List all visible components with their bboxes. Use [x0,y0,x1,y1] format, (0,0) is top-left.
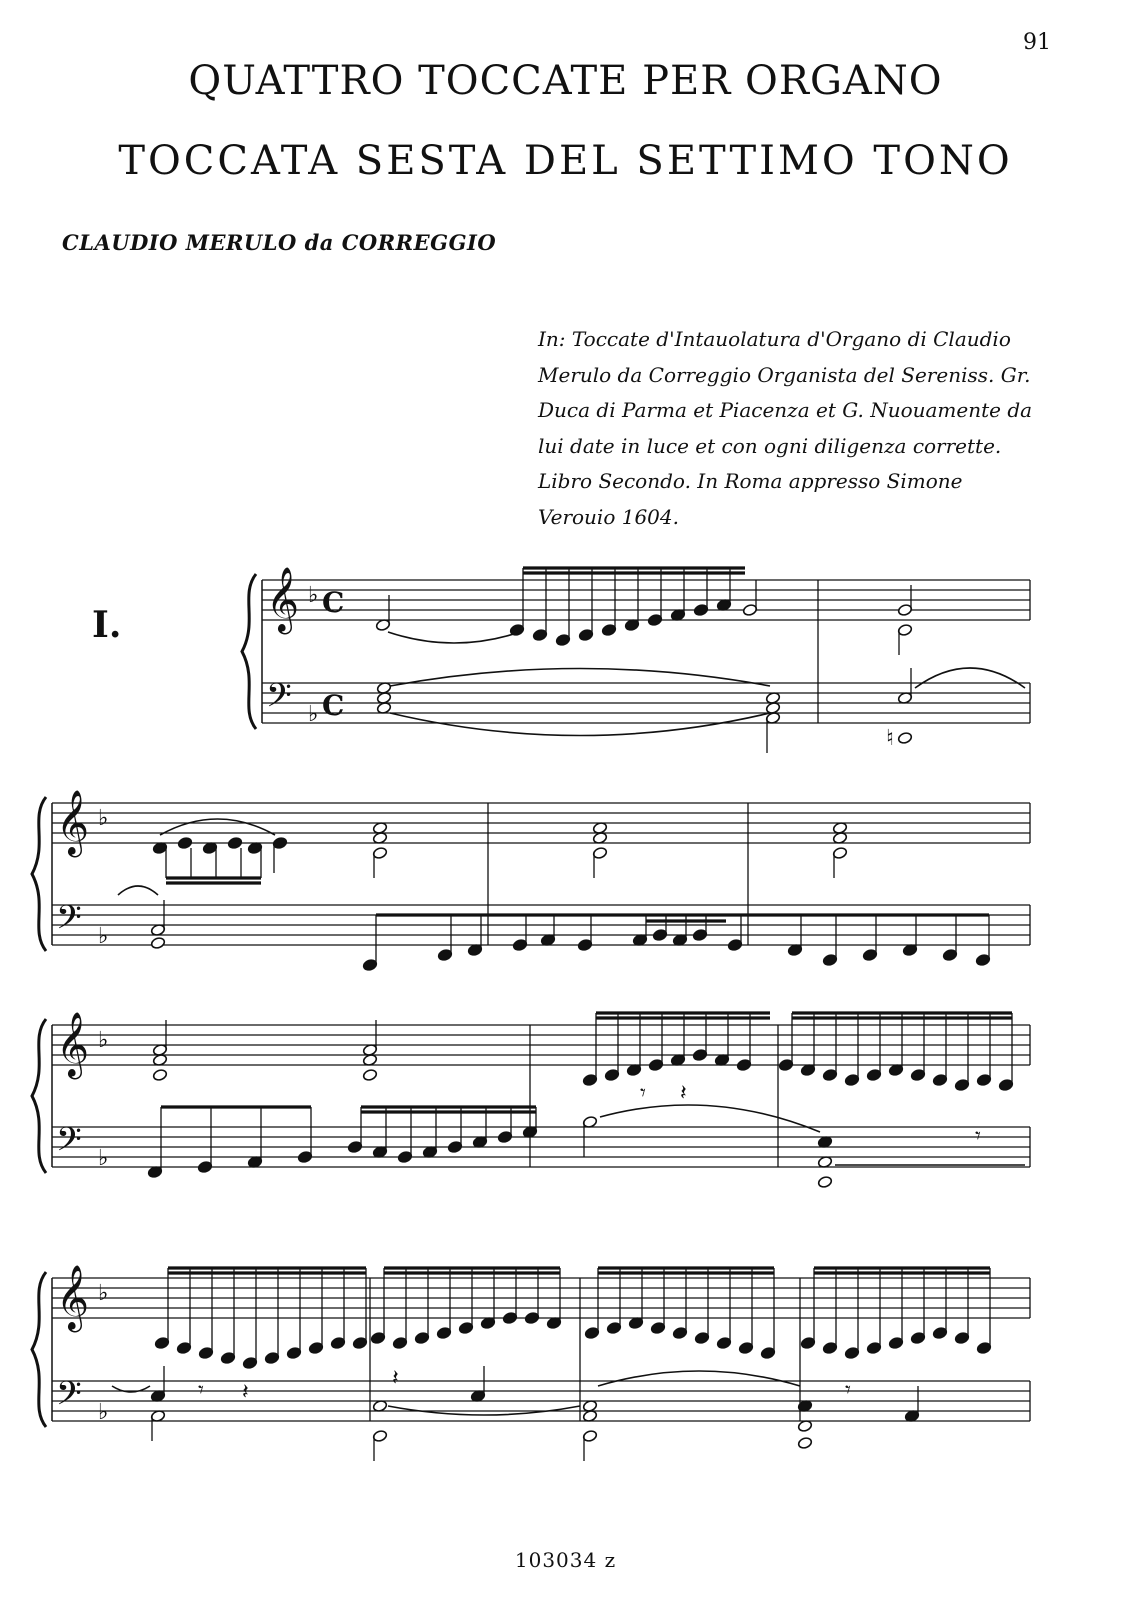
natural-sign: ♮ [886,726,894,751]
system-2-notes [118,803,991,972]
flat-sign: ♭ [98,1281,109,1306]
eighth-rest: 𝄾 [975,1124,981,1149]
flat-sign: ♭ [98,1146,109,1171]
section-label: I. [92,604,122,646]
system-1-notes [375,568,1025,753]
brace [32,1019,46,1173]
system-3-notes [147,1013,1025,1189]
slur [915,668,1025,688]
composer-name: CLAUDIO MERULO da CORREGGIO [62,230,497,255]
collection-title: QUATTRO TOCCATE PER ORGANO [188,58,943,104]
flat-sign: ♭ [308,702,319,727]
flat-sign: ♭ [98,806,109,831]
plate-number: 103034 z [514,1548,617,1572]
system-1 [242,567,1030,729]
page-number: 91 [1023,30,1051,55]
half-note [897,731,912,744]
time-signature: C [322,689,345,722]
bass-clef: 𝄢 [266,677,292,723]
bass-clef: 𝄢 [56,899,82,945]
half-note [152,1068,167,1081]
flat-sign: ♭ [98,1400,109,1425]
treble-clef: 𝄞 [266,567,300,632]
treble-clef: 𝄞 [56,790,90,855]
slur [600,1105,820,1132]
quarter-rest: 𝄽 [680,1081,687,1106]
slur [118,886,158,895]
half-note [362,1068,377,1081]
slur [388,632,520,643]
slur [390,713,770,736]
treble-clef: 𝄞 [56,1012,90,1077]
treble-clef: 𝄞 [56,1265,90,1330]
flat-sign: ♭ [308,583,319,608]
flat-sign: ♭ [98,924,109,949]
eighth-rest: 𝄾 [198,1378,204,1403]
system-2 [32,790,1030,951]
eighth-rest: 𝄾 [640,1081,646,1106]
source-note: In: Toccate d'Intauolatura d'Organo di Claudio Merulo da Correggio Organista del Sereniss. Gr. Duca di Parma et Piacenza et G. Nuouamente da lui date in luce et con ogni diligenza corrette. Libro Secondo. In Roma appresso Simone Verouio 1604. [538,327,1033,529]
quarter-note [227,836,242,849]
bass-clef: 𝄢 [56,1121,82,1167]
flat-sign: ♭ [98,1028,109,1053]
half-note [817,1175,832,1188]
half-note [150,936,165,949]
quarter-rest: 𝄽 [392,1366,399,1391]
quarter-note [177,836,192,849]
brace [32,1272,46,1427]
half-note [797,1436,812,1449]
bass-clef: 𝄢 [56,1375,82,1421]
system-4-notes [112,1268,992,1461]
brace [242,574,256,729]
time-signature: C [322,586,345,619]
quarter-rest: 𝄽 [242,1380,249,1405]
slur [598,1371,800,1386]
eighth-rest: 𝄾 [845,1378,851,1403]
piece-title: TOCCATA SESTA DEL SETTIMO TONO [118,138,1013,184]
brace [32,797,46,951]
